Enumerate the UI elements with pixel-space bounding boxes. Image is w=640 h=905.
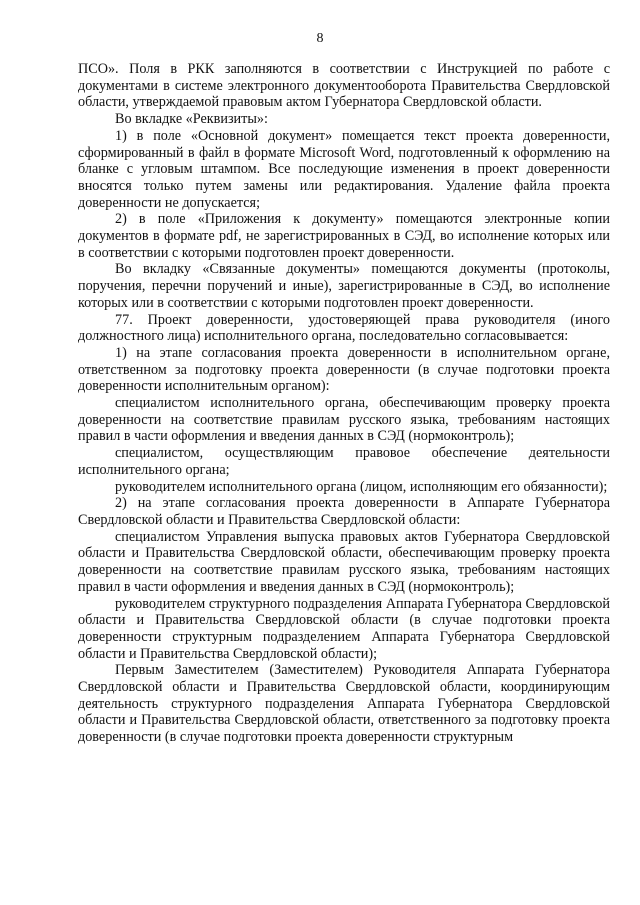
page-number: 8 [316, 31, 324, 46]
paragraph: руководителем структурного подразделения Аппарата Губернатора Свердловской области и Правительства Свердловской области (в случае подготовки проекта доверенности структурным подразделением Аппарата Губернатора Свердловской области и Правительства Свердловской области); [78, 595, 610, 662]
paragraph: 2) в поле «Приложения к документу» помещаются электронные копии документов в формате pdf, не зарегистрированных в СЭД, во исполнение которых или в соответствии с которыми подготовлен проект доверенности. [78, 211, 610, 261]
paragraph: Во вкладке «Реквизиты»: [115, 111, 268, 128]
document-body [78, 61, 610, 746]
paragraph: 77. Проект доверенности, удостоверяющей права руководителя (иного должностного лица) исполнительного органа, последовательно согласовывается: [78, 311, 610, 345]
paragraph: 2) на этапе согласования проекта доверенности в Аппарате Губернатора Свердловской области и Правительства Свердловской области: [78, 495, 610, 528]
paragraph: руководителем исполнительного органа (лицом, исполняющим его обязанности); [115, 478, 608, 495]
paragraph: Во вкладку «Связанные документы» помещаются документы (протоколы, поручения, перечни поручений и иные), зарегистрированные в СЭД, во исполнение которых или в соответствии с которыми подготовлен проект доверенности. [78, 261, 610, 311]
paragraph-continuation: ПСО». Поля в РКК заполняются в соответствии с Инструкцией по работе с документами в системе электронного документооборота Правительства Свердловской области, утверждаемой правовым актом Губернатора Свердловской области. [78, 61, 610, 111]
paragraph: специалистом, осуществляющим правовое обеспечение деятельности исполнительного органа; [78, 445, 610, 478]
paragraph: специалистом исполнительного органа, обеспечивающим проверку проекта доверенности на соответствие правилам русского языка, требованиям настоящих правил в части оформления и введения данных в СЭД (нормоконтроль); [78, 395, 610, 445]
paragraph: Первым Заместителем (Заместителем) Руководителя Аппарата Губернатора Свердловской области и Правительства Свердловской области, координирующим деятельность структурного подразделения Аппарата Губернатора Свердловской области и Правительства Свердловской области, ответственного за подготовку проекта доверенности (в случае подготовки проекта доверенности структурным [78, 662, 610, 746]
paragraph: 1) на этапе согласования проекта доверенности в исполнительном органе, ответственном за подготовку проекта доверенности (в случае подготовки проекта доверенности исполнительным органом): [78, 344, 610, 395]
paragraph: специалистом Управления выпуска правовых актов Губернатора Свердловской области и Правительства Свердловской области, обеспечивающим проверку проекта доверенности на соответствие правилам русского языка, требованиям настоящих правил в части оформления и введения данных в СЭД (нормоконтроль); [78, 528, 610, 595]
paragraph: 1) в поле «Основной документ» помещается текст проекта доверенности, сформированный в файл в формате Microsoft Word, подготовленный к оформлению на бланке с угловым штампом. Все последующие изменения в проект доверенности вносятся только путем замены или редактирования. Удаление файла проекта доверенности не допускается; [78, 127, 610, 211]
